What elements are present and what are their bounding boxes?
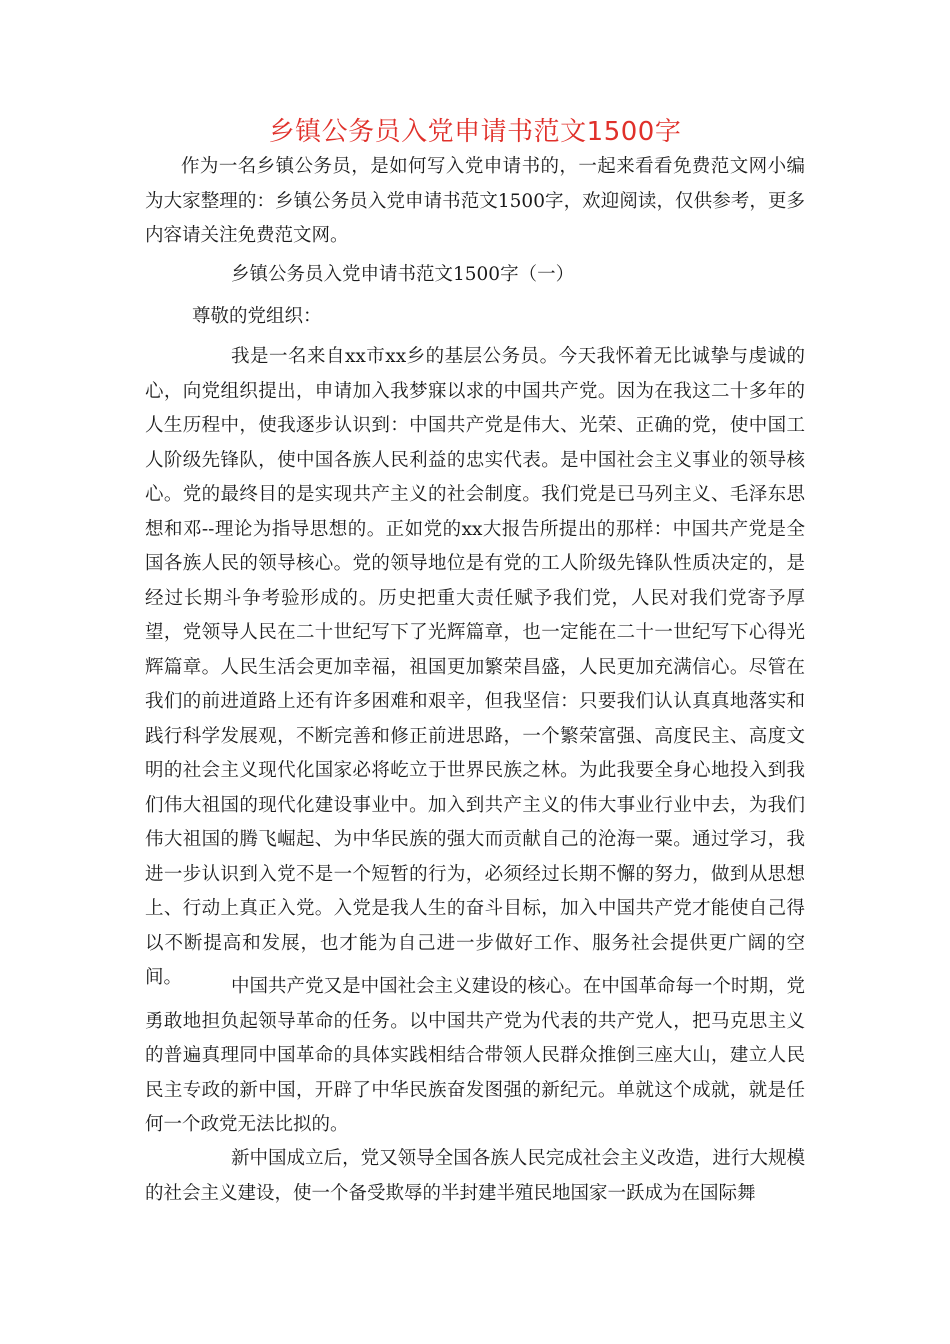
intro-paragraph: 作为一名乡镇公务员，是如何写入党申请书的，一起来看看免费范文网小编为大家整理的：乡镇公务员入党申请书范文1500字，欢迎阅读，仅供参考，更多内容请关注免费范文网。: [145, 156, 805, 246]
document-title: 乡镇公务员入党申请书范文1500字: [268, 117, 682, 147]
salutation: 尊敬的党组织：: [192, 306, 322, 327]
body-paragraph: 中国共产党又是中国社会主义建设的核心。在中国革命每一个时期，党勇敢地担负起领导革命的任务。以中国共产党为代表的共产党人，把马克思主义的普遍真理同中国革命的具体实践相结合带领人民群众推倒三座大山，建立人民民主专政的新中国，开辟了中华民族奋发图强的新纪元。单就这个成就，就是任何一个政党无法比拟的。: [145, 976, 805, 1135]
body-paragraph: 新中国成立后，党又领导全国各族人民完成社会主义改造，进行大规模的社会主义建设，使一个备受欺辱的半封建半殖民地国家一跃成为在国际舞: [145, 1148, 805, 1204]
body-paragraph: 我是一名来自xx市xx乡的基层公务员。今天我怀着无比诚挚与虔诚的心，向党组织提出，申请加入我梦寐以求的中国共产党。因为在我这二十多年的人生历程中，使我逐步认识到：中国共产党是伟大、光荣、正确的党，使中国工人阶级先锋队，使中国各族人民利益的忠实代表。是中国社会主义事业的领导核心。党的最终目的是实现共产主义的社会制度。我们党是已马列主义、毛泽东思想和邓--理论为指导思想的。正如党的xx大报告所提出的那样：中国共产党是全国各族人民的领导核心。党的领导地位是有党的工人阶级先锋队性质决定的，是经过长期斗争考验形成的。历史把重大责任赋予我们党，人民对我们党寄予厚望，党领导人民在二十世纪写下了光辉篇章，也一定能在二十一世纪写下心得光辉篇章。人民生活会更加幸福，祖国更加繁荣昌盛，人民更加充满信心。尽管在我们的前进道路上还有许多困难和艰辛，但我坚信：只要我们认认真真地落实和践行科学发展观，不断完善和修正前进思路，一个繁荣富强、高度民主、高度文明的社会主义现代化国家必将屹立于世界民族之林。为此我要全身心地投入到我们伟大祖国的现代化建设事业中。加入到共产主义的伟大事业行业中去，为我们伟大祖国的腾飞崛起、为中华民族的强大而贡献自己的沧海一粟。通过学习，我进一步认识到入党不是一个短暂的行为，必须经过长期不懈的努力，做到从思想上、行动上真正入党。入党是我人生的奋斗目标，加入中国共产党才能使自己得以不断提高和发展，也才能为自己进一步做好工作、服务社会提供更广阔的空间。: [145, 346, 805, 988]
section-subheading: 乡镇公务员入党申请书范文1500字（一）: [231, 264, 575, 285]
